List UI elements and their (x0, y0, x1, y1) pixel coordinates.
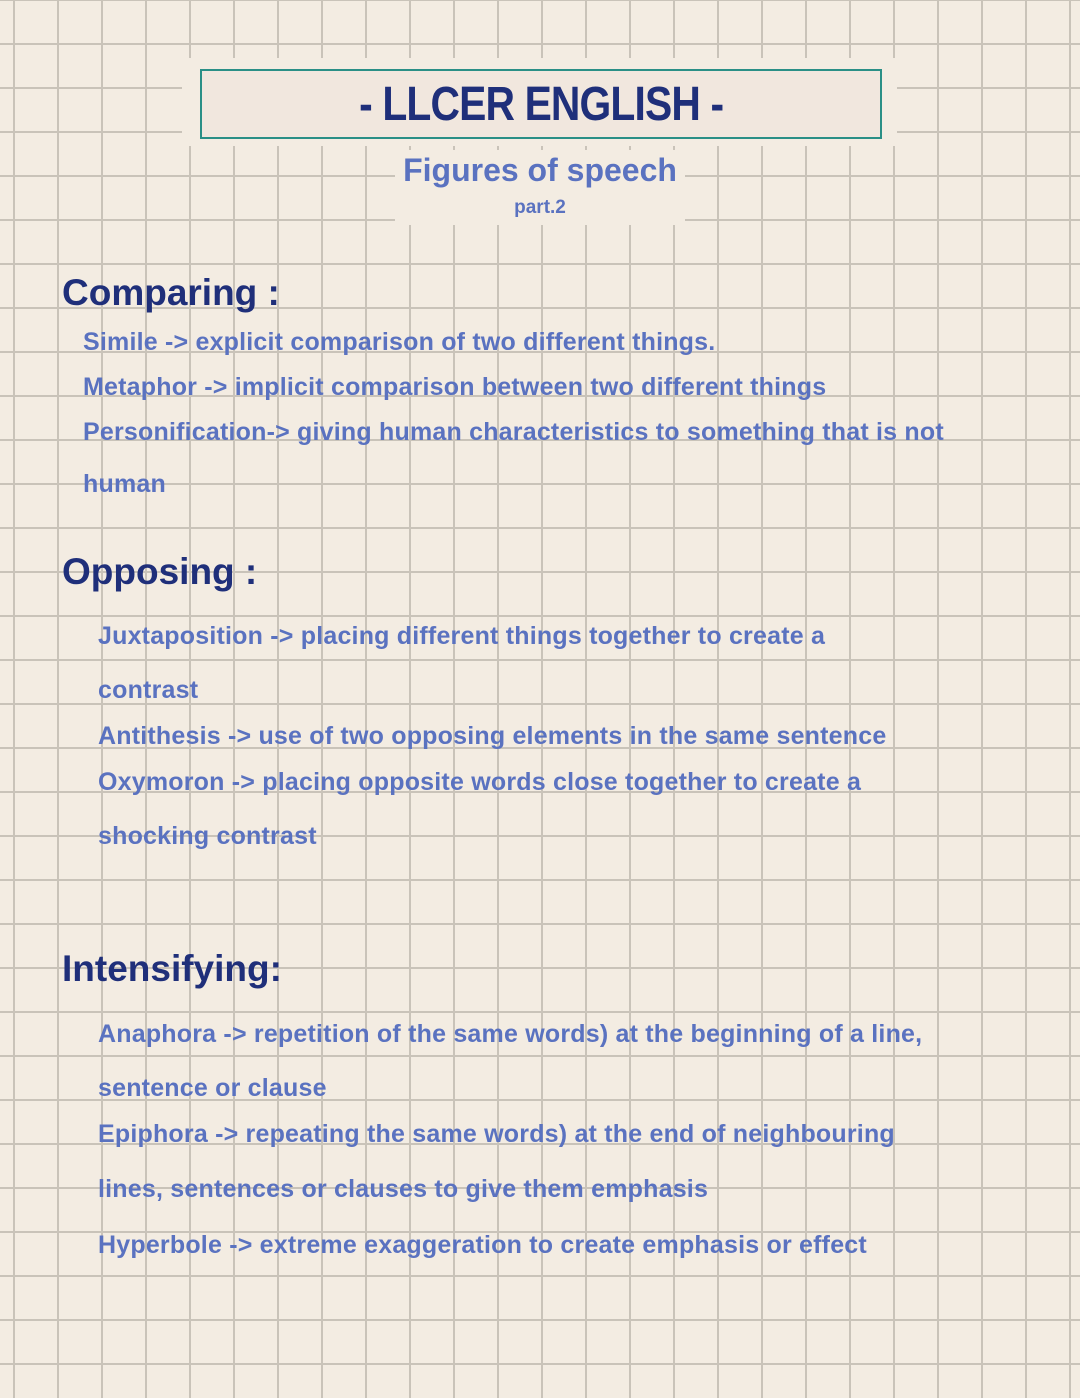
line-hyperbole: Hyperbole -> extreme exaggeration to create emphasis or effect (98, 1231, 867, 1259)
line-juxtaposition-cont: contrast (98, 676, 199, 704)
heading-opposing: Opposing : (62, 551, 258, 592)
heading-intensifying: Intensifying: (62, 948, 282, 989)
line-oxymoron: Oxymoron -> placing opposite words close together to create a (98, 768, 862, 796)
line-oxymoron-cont: shocking contrast (98, 822, 317, 850)
heading-comparing: Comparing : (62, 272, 280, 313)
page-title: - LLCER ENGLISH - (358, 77, 724, 131)
line-juxtaposition: Juxtaposition -> placing different things together to create a (98, 622, 826, 650)
line-metaphor: Metaphor -> implicit comparison between two different things (83, 373, 827, 401)
line-personification: Personification-> giving human characteristics to something that is not (83, 418, 944, 446)
line-epiphora-cont: lines, sentences or clauses to give them emphasis (98, 1175, 709, 1203)
subtitle: Figures of speech (403, 152, 677, 188)
line-simile: Simile -> explicit comparison of two different things. (83, 328, 716, 356)
line-personification-cont: human (83, 470, 166, 498)
line-anaphora: Anaphora -> repetition of the same words) at the beginning of a line, (98, 1020, 923, 1048)
line-antithesis: Antithesis -> use of two opposing elements in the same sentence (98, 722, 887, 750)
line-anaphora-cont: sentence or clause (98, 1074, 327, 1102)
title-box (200, 69, 882, 139)
part-label: part.2 (514, 197, 566, 218)
line-epiphora: Epiphora -> repeating the same words) at the end of neighbouring (98, 1120, 895, 1148)
